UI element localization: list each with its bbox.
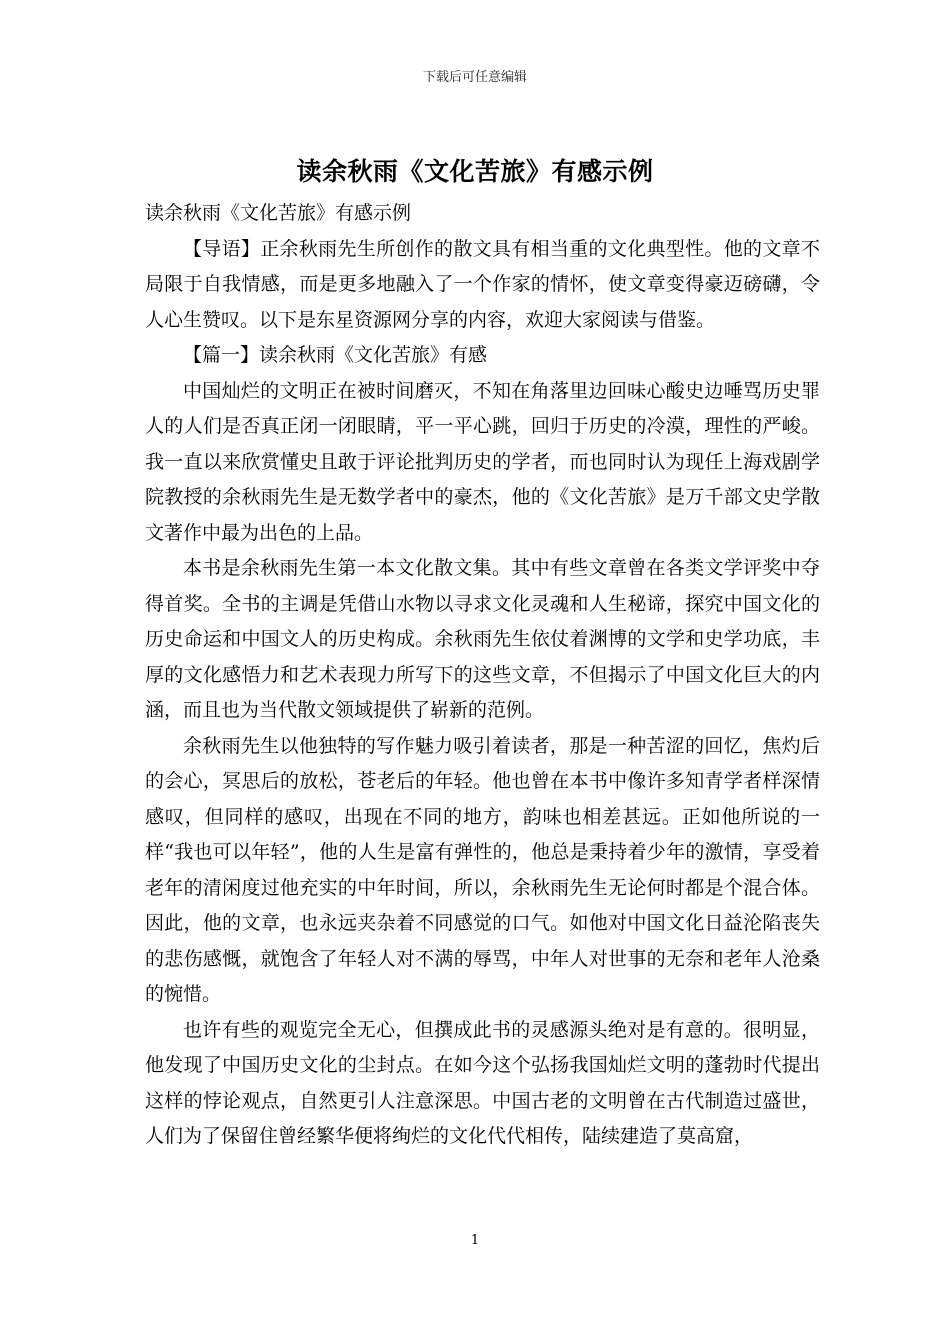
section-heading: 【篇一】读余秋雨《文化苦旅》有感 <box>183 344 488 366</box>
document-body <box>145 196 820 1155</box>
body-paragraph: 也许有些的观览完全无心，但撰成此书的灵感源头绝对是有意的。很明显，他发现了中国历史文化的尘封点。在如今这个弘扬我国灿烂文明的蓬勃时代提出这样的悖论观点，自然更引人注意深思。中国古老的文明曾在古代制造过盛世，人们为了保留住曾经繁华便将绚烂的文化代代相传，陆续建造了莫高窟， <box>145 1018 820 1147</box>
page-number: 1 <box>470 1233 480 1248</box>
body-paragraph: 余秋雨先生以他独特的写作魅力吸引着读者，那是一种苦涩的回忆，焦灼后的会心，冥思后的放松，苍老后的年轻。他也曾在本书中像许多知青学者样深情感叹，但同样的感叹，出现在不同的地方，韵味也相差甚远。正如他所说的一样“我也可以年轻”，他的人生是富有弹性的，他总是秉持着少年的激情，享受着老年的清闲度过他充实的中年时间，所以，余秋雨先生无论何时都是个混合体。因此，他的文章，也永远夹杂着不同感觉的口气。如他对中国文化日益沦陷丧失的悲伤感慨，就饱含了年轻人对不满的辱骂，中年人对世事的无奈和老年人沧桑的惋惜。 <box>145 734 820 1005</box>
body-paragraph: 本书是余秋雨先生第一本文化散文集。其中有些文章曾在各类文学评奖中夺得首奖。全书的主调是凭借山水物以寻求文化灵魂和人生秘谛，探究中国文化的历史命运和中国文人的历史构成。余秋雨先生依仗着渊博的文学和史学功底，丰厚的文化感悟力和艺术表现力所写下的这些文章，不但揭示了中国文化巨大的内涵，而且也为当代散文领域提供了崭新的范例。 <box>145 557 820 721</box>
page-header: 下载后可任意编辑 <box>422 70 527 85</box>
subtitle-paragraph: 读余秋雨《文化苦旅》有感示例 <box>145 202 412 224</box>
body-paragraph: 中国灿烂的文明正在被时间磨灭，不知在角落里边回味心酸史边唾骂历史罪人的人们是否真正闭一闭眼睛，平一平心跳，回归于历史的冷漠，理性的严峻。我一直以来欣赏懂史且敢于评论批判历史的学者，而也同时认为现任上海戏剧学院教授的余秋雨先生是无数学者中的豪杰，他的《文化苦旅》是万千部文史学散文著作中最为出色的上品。 <box>145 379 820 544</box>
document-title: 读余秋雨《文化苦旅》有感示例 <box>296 157 654 186</box>
intro-paragraph: 【导语】正余秋雨先生所创作的散文具有相当重的文化典型性。他的文章不局限于自我情感，而是更多地融入了一个作家的情怀，使文章变得豪迈磅礴，令人心生赞叹。以下是东星资源网分享的内容，欢迎大家阅读与借鉴。 <box>145 237 820 331</box>
